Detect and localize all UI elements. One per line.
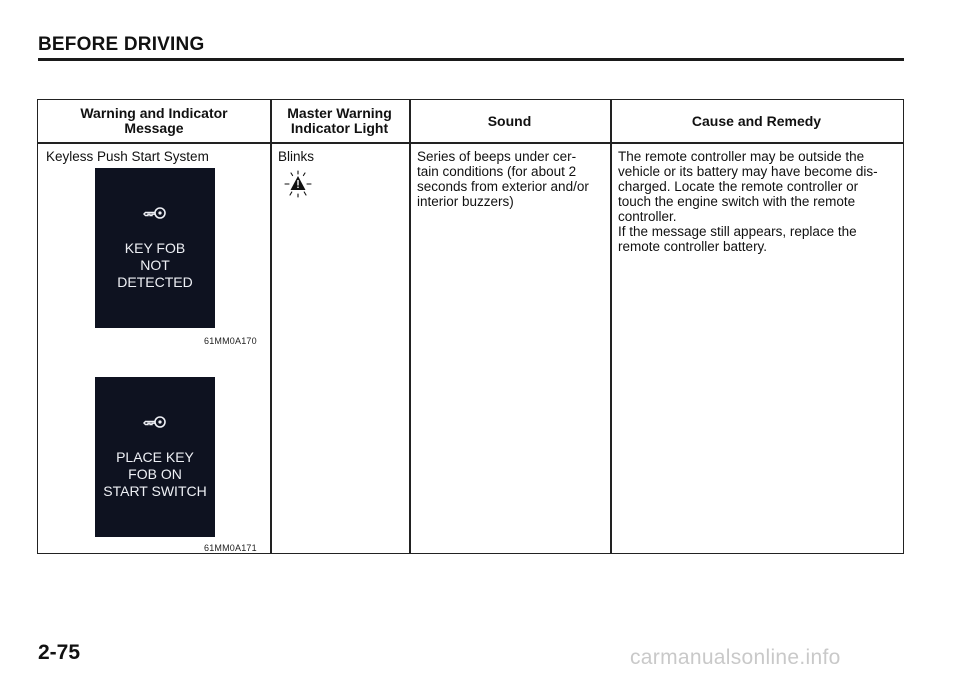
message-title: Keyless Push Start System [46, 149, 209, 164]
display-screen-place-key-fob [95, 377, 215, 537]
header-indicator [270, 100, 409, 142]
figure-code: 61MM0A170 [204, 336, 257, 346]
header-message-line1: Warning and Indicator [80, 105, 228, 121]
figure-code: 61MM0A171 [204, 543, 257, 553]
sound-line: tain conditions (for about 2 [417, 164, 577, 179]
remedy-line: vehicle or its battery may have become dis- [618, 164, 878, 179]
column-divider [270, 100, 272, 553]
remedy-line: remote controller battery. [618, 239, 768, 254]
remedy-line: If the message still appears, replace the [618, 224, 857, 239]
remedy-description [618, 149, 896, 254]
master-warning-icon [283, 170, 313, 198]
indicator-state: Blinks [278, 149, 315, 164]
screen2-line: FOB ON [128, 465, 182, 482]
screen1-line: KEY FOB [124, 239, 186, 256]
sound-line: seconds from exterior and/or [417, 179, 589, 194]
screen1-line: NOT [140, 256, 170, 273]
header-indicator-line2: Indicator Light [290, 120, 389, 136]
key-fob-icon [142, 206, 168, 220]
warning-table [37, 99, 904, 554]
header-indicator-line1: Master Warning [287, 105, 392, 121]
header-remedy: Cause and Remedy [691, 112, 822, 129]
header-message-line2: Message [124, 120, 184, 136]
remedy-line: charged. Locate the remote controller or [618, 179, 859, 194]
watermark: carmanualsonline.info [630, 646, 841, 669]
header-message [38, 100, 270, 142]
header-divider [38, 142, 903, 144]
remedy-line: The remote controller may be outside the [618, 149, 865, 164]
display-screen-key-not-detected [95, 168, 215, 328]
remedy-line: touch the engine switch with the remote [618, 194, 856, 209]
sound-line: interior buzzers) [417, 194, 514, 209]
column-divider [409, 100, 411, 553]
page-number: 2-75 [38, 641, 81, 664]
key-fob-icon [142, 415, 168, 429]
screen2-line: PLACE KEY [116, 448, 194, 465]
section-title: BEFORE DRIVING [38, 34, 205, 55]
header-rule [38, 58, 904, 61]
screen1-line: DETECTED [117, 273, 193, 290]
sound-description [417, 149, 603, 209]
column-divider [610, 100, 612, 553]
sound-line: Series of beeps under cer- [417, 149, 577, 164]
remedy-line: controller. [618, 209, 677, 224]
screen2-line: START SWITCH [103, 482, 207, 499]
header-sound: Sound [487, 112, 532, 129]
